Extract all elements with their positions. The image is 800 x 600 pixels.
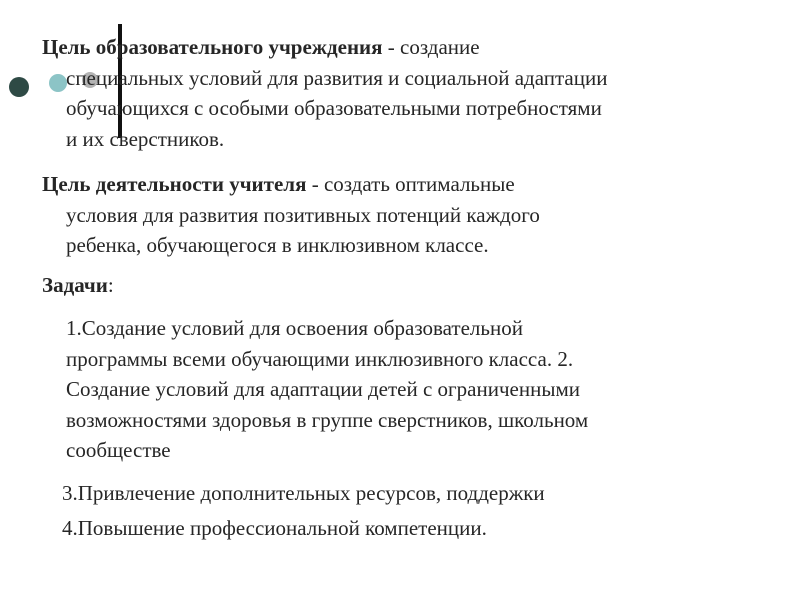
goal-institution-line: специальных условий для развития и социальной адаптации xyxy=(66,65,608,90)
goal-institution-paragraph xyxy=(42,32,607,154)
task-3: 3.Привлечение дополнительных ресурсов, поддержки xyxy=(62,481,545,505)
separator: - xyxy=(306,172,324,196)
goal-institution-title: Цель образовательного учреждения xyxy=(42,35,383,59)
goal-institution-line: создание xyxy=(400,35,480,59)
goal-teacher-title: Цель деятельности учителя xyxy=(42,172,307,196)
goal-teacher-paragraph xyxy=(42,169,540,261)
goal-institution-line: обучающихся с особыми образовательными потребностями xyxy=(66,96,602,120)
task-line: сообществе xyxy=(66,438,171,462)
task-1-2-paragraph xyxy=(66,313,588,466)
separator: - xyxy=(382,35,401,59)
tasks-heading: Задачи: xyxy=(42,273,114,297)
goal-institution-line: и их сверстников. xyxy=(66,126,225,151)
decor-dot-dark xyxy=(9,77,29,97)
goal-teacher-line: создать оптимальные xyxy=(323,172,515,196)
goal-teacher-line: условия для развития позитивных потенций каждого xyxy=(66,202,540,227)
task-line: Создание условий для адаптации детей с ограниченными xyxy=(66,377,580,401)
task-4: 4.Повышение профессиональной компетенции. xyxy=(62,516,487,540)
task-line: программы всеми обучающими инклюзивного класса. 2. xyxy=(66,346,574,371)
task-line: возможностями здоровья в группе сверстников, школьном xyxy=(66,407,589,432)
goal-teacher-line: ребенка, обучающегося в инклюзивном классе. xyxy=(66,233,489,257)
task-line: 1.Создание условий для освоения образовательной xyxy=(66,316,523,340)
